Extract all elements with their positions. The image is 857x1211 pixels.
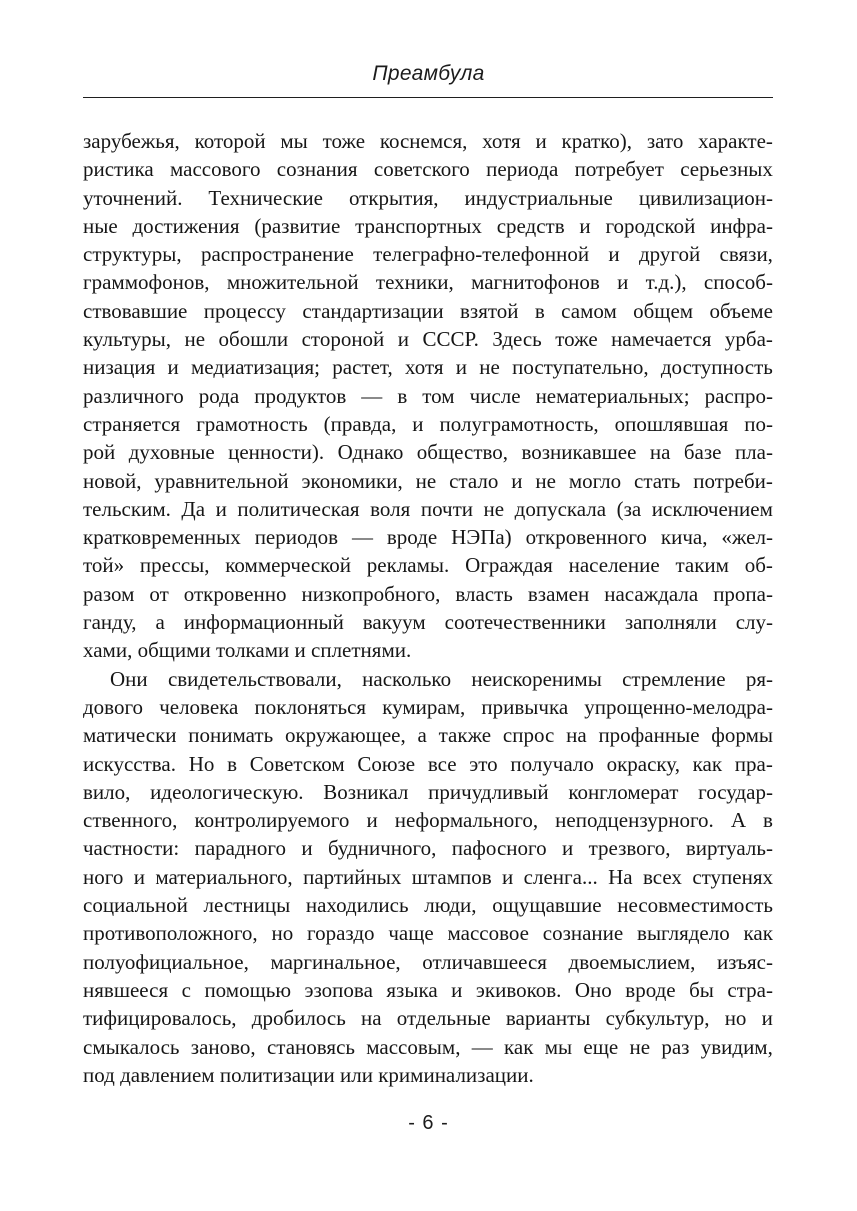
text-line: ристика массового сознания советского периода потребует серьезных — [83, 157, 773, 182]
text-line: уточнений. Технические открытия, индустриальные цивилизацион- — [83, 185, 773, 210]
paragraph — [83, 665, 773, 1089]
text-line: новой, уравнительной экономики, не стало и не могло стать потреби- — [83, 468, 773, 493]
text-line: граммофонов, множительной техники, магнитофонов и т.д.), способ- — [83, 270, 773, 295]
text-line: искусства. Но в Советском Союзе все это получало окраску, как пра- — [83, 751, 773, 776]
text-line: ного и материального, партийных штампов и сленга... На всех ступенях — [83, 864, 773, 889]
text-line: низация и медиатизация; растет, хотя и не поступательно, доступность — [83, 355, 773, 380]
header-rule — [83, 97, 773, 98]
text-line: ственного, контролируемого и неформального, неподцензурного. А в — [83, 808, 773, 833]
running-head-title: Преамбула — [372, 62, 485, 85]
text-line: хами, общими толками и сплетнями. — [83, 638, 412, 663]
text-line: культуры, не обошли стороной и СССР. Здесь тоже намечается урба- — [83, 327, 773, 352]
text-line: Они свидетельствовали, насколько неискоренимы стремление ря- — [110, 666, 773, 691]
text-line: нявшееся с помощью эзопова языка и экивоков. Оно вроде бы стра- — [83, 977, 773, 1002]
text-line: разом от откровенно низкопробного, власть взамен насаждала пропа- — [83, 581, 773, 606]
text-line: дового человека поклоняться кумирам, привычка упрощенно-мелодра- — [83, 694, 773, 719]
text-line: зарубежья, которой мы тоже коснемся, хотя и кратко), зато характе- — [83, 129, 773, 153]
text-line: полуофициальное, маргинальное, отличавшееся двоемыслием, изъяс- — [83, 949, 773, 974]
text-line: ные достижения (развитие транспортных средств и городской инфра- — [83, 213, 773, 238]
text-line: кратковременных периодов — вроде НЭПа) откровенного кича, «жел- — [83, 525, 773, 550]
page-body — [83, 127, 773, 1089]
text-line: под давлением политизации или криминализации. — [83, 1062, 534, 1087]
text-line: матически понимать окружающее, а также спрос на профанные формы — [83, 723, 773, 748]
text-line: противоположного, но гораздо чаще массовое сознание выглядело как — [83, 921, 773, 946]
text-line: частности: парадного и будничного, пафосного и трезвого, виртуаль- — [83, 836, 773, 861]
text-line: вило, идеологическую. Возникал причудливый конгломерат государ- — [83, 779, 773, 804]
text-line: структуры, распространение телеграфно-телефонной и другой связи, — [83, 242, 773, 267]
text-line: тифицировалось, дробилось на отдельные варианты субкультур, но и — [83, 1006, 773, 1031]
text-line: ствовавшие процессу стандартизации взятой в самом общем объеме — [83, 298, 773, 323]
text-line: тельским. Да и политическая воля почти не допускала (за исключением — [83, 496, 773, 521]
text-line: страняется грамотность (правда, и полуграмотность, опошлявшая по- — [83, 411, 773, 436]
text-line: рой духовные ценности). Однако общество, возникавшее на базе пла- — [83, 440, 773, 465]
page-number: - 6 - — [408, 1112, 449, 1134]
paragraph — [83, 127, 773, 665]
text-line: различного рода продуктов — в том числе нематериальных; распро- — [83, 383, 773, 408]
text-line: той» прессы, коммерческой рекламы. Ограждая население таким об- — [83, 553, 773, 578]
text-line: смыкалось заново, становясь массовым, — как мы еще не раз увидим, — [83, 1034, 773, 1059]
text-line: ганду, а информационный вакуум соотечественники заполняли слу- — [83, 610, 773, 635]
text-line: социальной лестницы находились люди, ощущавшие несовместимость — [83, 893, 773, 918]
